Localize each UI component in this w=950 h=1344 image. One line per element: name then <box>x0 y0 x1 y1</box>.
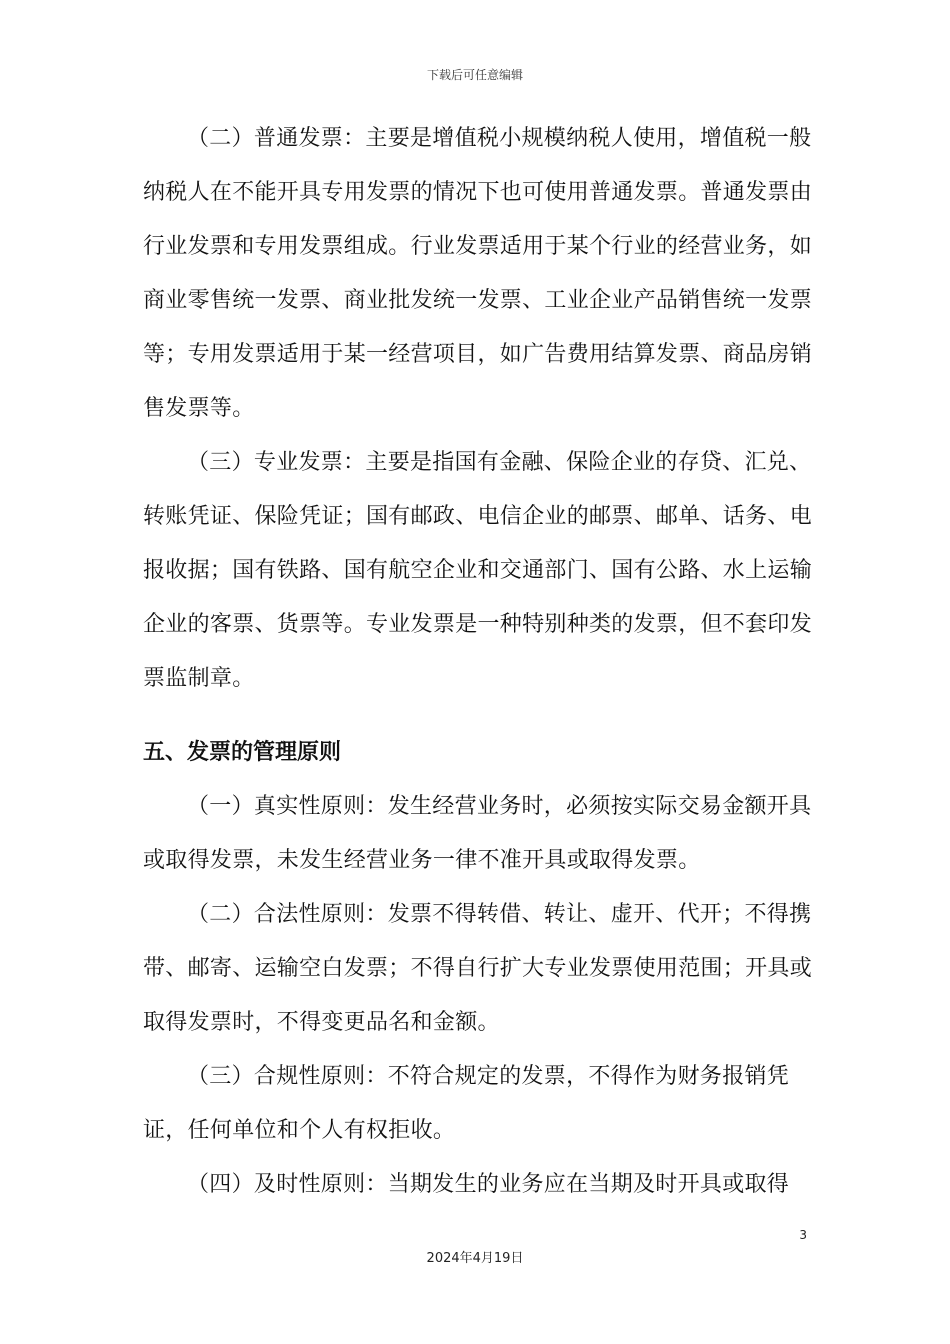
paragraph-legality-principle: （二）合法性原则：发票不得转借、转让、虚开、代开；不得携带、邮寄、运输空白发票；不得自行扩大专业发票使用范围；开具或取得发票时，不得变更品名和金额。 <box>143 902 813 1035</box>
page-header: 下载后可任意编辑 <box>426 68 523 82</box>
page-number: 3 <box>799 1228 807 1242</box>
paragraph-professional-invoice: （三）专业发票：主要是指国有金融、保险企业的存贷、汇兑、转账凭证、保险凭证；国有邮政、电信企业的邮票、邮单、话务、电报收据；国有铁路、国有航空企业和交通部门、国有公路、水上运输企业的客票、货票等。专业发票是一种特别种类的发票，但不套印发票监制章。 <box>143 450 813 691</box>
paragraph-timeliness-principle: （四）及时性原则：当期发生的业务应在当期及时开具或取得 <box>187 1172 790 1197</box>
paragraph-compliance-principle: （三）合规性原则：不符合规定的发票，不得作为财务报销凭证，任何单位和个人有权拒收。 <box>143 1064 790 1143</box>
paragraph-authenticity-principle: （一）真实性原则：发生经营业务时，必须按实际交易金额开具或取得发票，未发生经营业务一律不准开具或取得发票。 <box>143 794 812 873</box>
paragraph-ordinary-invoice: （二）普通发票：主要是增值税小规模纳税人使用，增值税一般纳税人在不能开具专用发票的情况下也可使用普通发票。普通发票由行业发票和专用发票组成。行业发票适用于某个行业的经营业务，如商业零售统一发票、商业批发统一发票、工业企业产品销售统一发票等；专用发票适用于某一经营项目，如广告费用结算发票、商品房销售发票等。 <box>143 126 813 421</box>
document-body <box>143 112 815 1212</box>
footer-date: 2024年4月19日 <box>426 1251 524 1266</box>
section-heading-management-principles: 五、发票的管理原则 <box>143 740 342 765</box>
